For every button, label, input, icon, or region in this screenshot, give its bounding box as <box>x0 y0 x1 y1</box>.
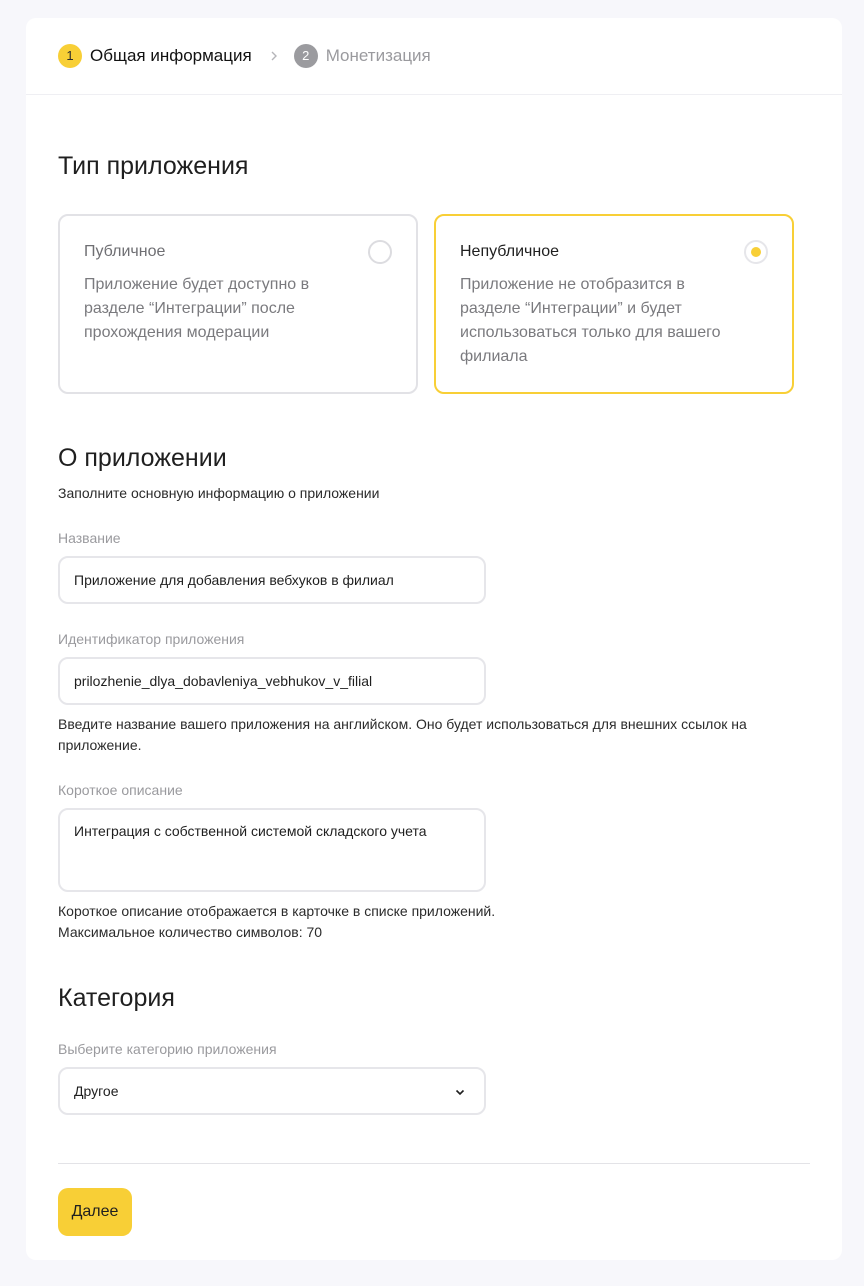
step-number: 2 <box>294 44 318 68</box>
short-description-max-chars: Максимальное количество символов: 70 <box>58 924 323 940</box>
step-number: 1 <box>58 44 82 68</box>
chevron-right-icon <box>270 51 280 61</box>
step-general-info[interactable] <box>58 44 252 68</box>
short-description-label: Короткое описание <box>58 782 183 798</box>
type-option-description: Приложение будет доступно в разделе “Интеграции” после прохождения модерации <box>84 276 310 341</box>
category-heading: Категория <box>58 984 175 1012</box>
type-option-title: Публичное <box>84 243 166 260</box>
name-input[interactable]: Приложение для добавления вебхуков в филиал <box>58 556 486 604</box>
about-heading: О приложении <box>58 444 227 472</box>
app-type-heading: Тип приложения <box>58 152 249 180</box>
identifier-input[interactable]: prilozhenie_dlya_dobavleniya_vebhukov_v_filial <box>58 657 486 705</box>
category-selected-value: Другое <box>74 1083 119 1099</box>
type-option-title: Непубличное <box>460 243 559 260</box>
type-option-public[interactable] <box>58 214 418 394</box>
category-select[interactable] <box>58 1067 486 1115</box>
footer-divider <box>58 1163 810 1164</box>
type-option-description: Приложение не отобразится в разделе “Интеграции” и будет использоваться только для вашего филиала <box>460 276 721 365</box>
radio-button[interactable] <box>368 240 392 264</box>
about-subtitle: Заполните основную информацию о приложении <box>58 485 380 501</box>
step-monetization[interactable] <box>294 44 431 68</box>
radio-button-checked[interactable] <box>744 240 768 264</box>
step-label: Общая информация <box>90 46 252 65</box>
chevron-down-icon <box>454 1085 466 1097</box>
identifier-hint: Введите название вашего приложения на английском. Оно будет использоваться для внешних ссылок на приложение. <box>58 716 747 753</box>
identifier-label: Идентификатор приложения <box>58 631 245 647</box>
name-label: Название <box>58 530 121 546</box>
short-description-textarea[interactable]: Интеграция с собственной системой складского учета <box>58 808 486 892</box>
step-label: Монетизация <box>325 46 431 65</box>
category-label: Выберите категорию приложения <box>58 1041 277 1057</box>
next-button[interactable]: Далее <box>58 1188 132 1236</box>
stepper <box>26 18 842 95</box>
short-description-hint: Короткое описание отображается в карточке в списке приложений. <box>58 903 496 919</box>
form-card <box>26 18 842 1260</box>
type-option-private[interactable] <box>434 214 794 394</box>
